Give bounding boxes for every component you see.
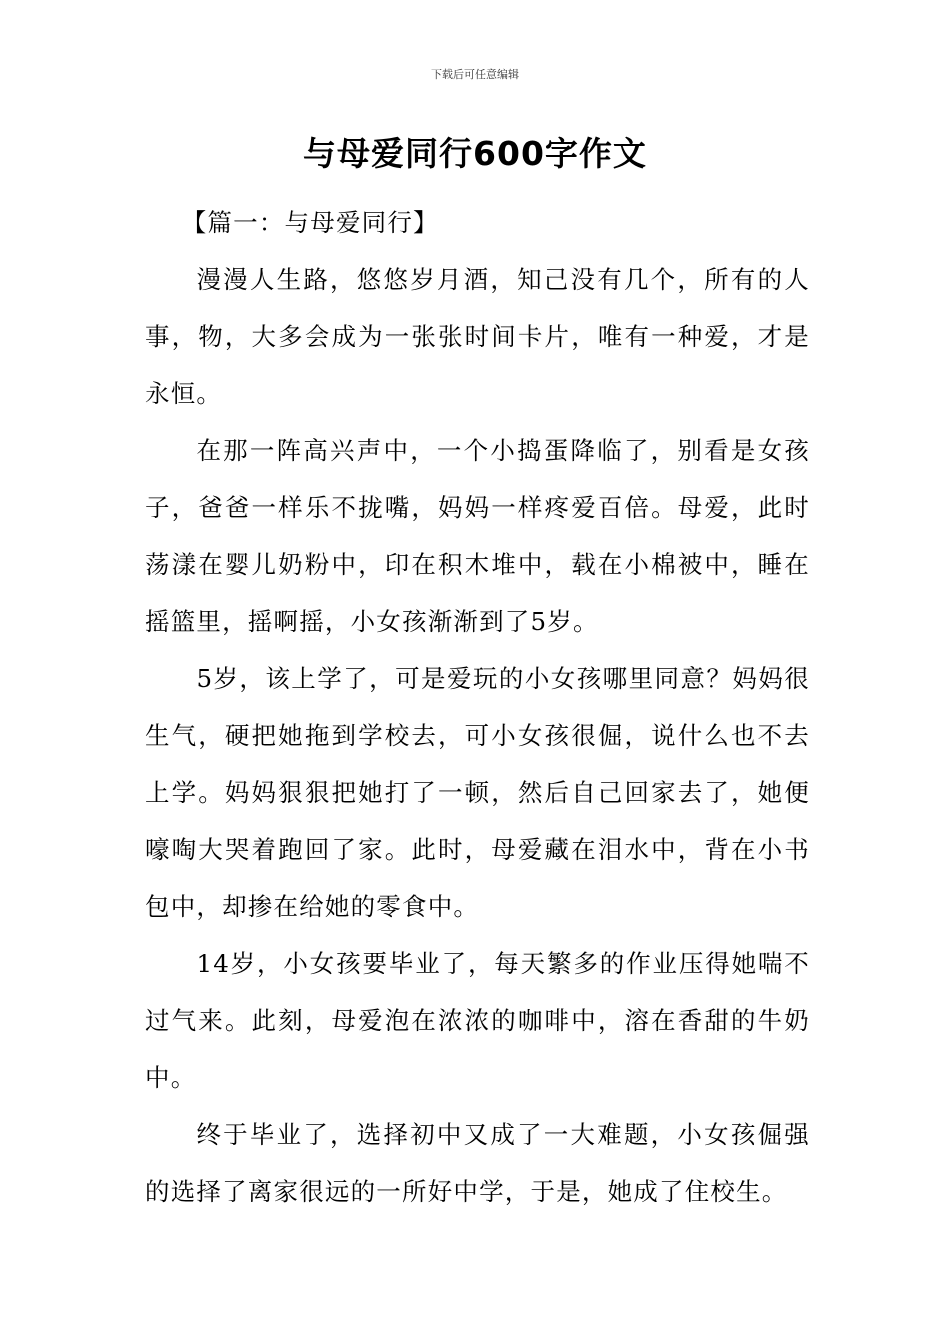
header-note: 下载后可任意编辑 — [431, 68, 519, 81]
paragraph: 5岁，该上学了，可是爱玩的小女孩哪里同意？妈妈很生气，硬把她拖到学校去，可小女孩很倔，说什么也不去上学。妈妈狠狠把她打了一顿，然后自己回家去了，她便嚎啕大哭着跑回了家。此时，母爱藏在泪水中，背在小书包中，却掺在给她的零食中。 — [145, 664, 810, 921]
section-heading: 【篇一：与母爱同行】 — [181, 208, 439, 237]
paragraph: 在那一阵高兴声中，一个小捣蛋降临了，别看是女孩子，爸爸一样乐不拢嘴，妈妈一样疼爱百倍。母爱，此时荡漾在婴儿奶粉中，印在积木堆中，载在小棉被中，睡在摇篮里，摇啊摇，小女孩渐渐到了5岁。 — [145, 436, 810, 636]
paragraph: 14岁，小女孩要毕业了，每天繁多的作业压得她喘不过气来。此刻，母爱泡在浓浓的咖啡中，溶在香甜的牛奶中。 — [145, 949, 810, 1092]
document-body — [145, 194, 810, 1220]
paragraph: 终于毕业了，选择初中又成了一大难题，小女孩倔强的选择了离家很远的一所好中学，于是，她成了住校生。 — [145, 1120, 810, 1206]
document-title: 与母爱同行600字作文 — [303, 134, 647, 173]
paragraph: 漫漫人生路，悠悠岁月酒，知己没有几个，所有的人事，物，大多会成为一张张时间卡片，唯有一种爱，才是永恒。 — [145, 265, 810, 408]
